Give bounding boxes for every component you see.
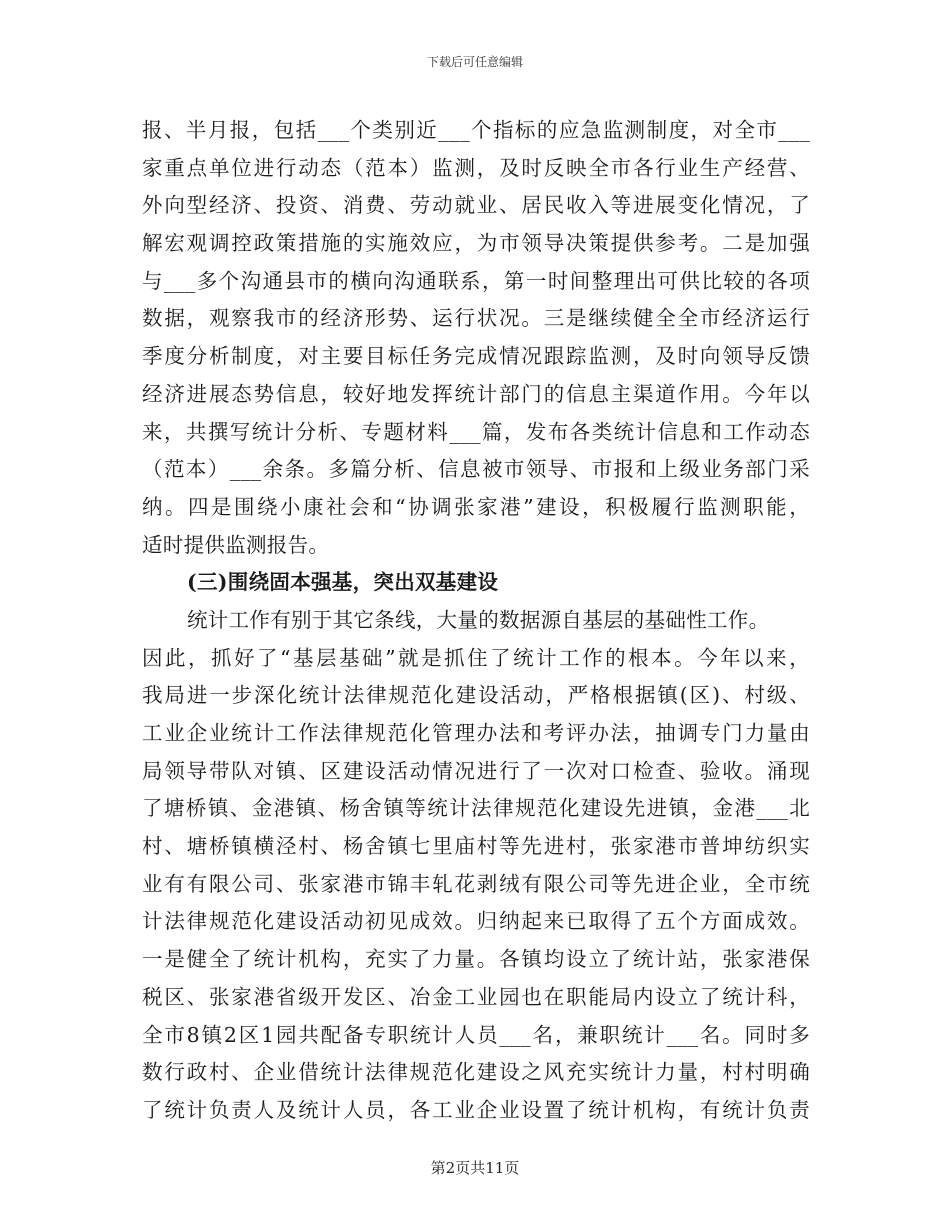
paragraph-line: 与___多个沟通县市的横向沟通联系，第一时间整理出可供比较的各项 — [142, 268, 810, 293]
paragraph-line: 数行政村、企业借统计法律规范化建设之风充实统计力量，村村明确 — [142, 1060, 810, 1085]
paragraph-line: 我局进一步深化统计法律规范化建设活动，严格根据镇(区)、村级、 — [142, 683, 810, 708]
page-footer: 第2页共11页 — [430, 1159, 520, 1177]
section-heading: (三)围绕固本强基，突出双基建设 — [187, 570, 499, 595]
paragraph-line: 季度分析制度，对主要目标任务完成情况跟踪监测，及时向领导反馈 — [142, 344, 810, 369]
paragraph-line: 了统计负责人及统计人员，各工业企业设置了统计机构，有统计负责 — [142, 1097, 810, 1122]
paragraph-line: 统计工作有别于其它条线，大量的数据源自基层的基础性工作。 — [187, 607, 770, 632]
paragraph-line: 数据，观察我市的经济形势、运行状况。三是继续健全全市经济运行 — [142, 306, 810, 331]
paragraph-line: 来，共撰写统计分析、专题材料___篇，发布各类统计信息和工作动态 — [142, 419, 810, 444]
paragraph-line: 适时提供监测报告。 — [142, 532, 330, 557]
document-body — [142, 112, 810, 1130]
paragraph-line: 了塘桥镇、金港镇、杨舍镇等统计法律规范化建设先进镇，金港___北 — [142, 796, 810, 821]
paragraph-line: 解宏观调控政策措施的实施效应，为市领导决策提供参考。二是加强 — [142, 231, 810, 256]
paragraph-line: 局领导带队对镇、区建设活动情况进行了一次对口检查、验收。涌现 — [142, 758, 810, 783]
paragraph-line: （范本）___余条。多篇分析、信息被市领导、市报和上级业务部门采 — [142, 457, 810, 482]
paragraph-line: 家重点单位进行动态（范本）监测，及时反映全市各行业生产经营、 — [142, 155, 810, 180]
paragraph-line: 外向型经济、投资、消费、劳动就业、居民收入等进展变化情况，了 — [142, 193, 810, 218]
paragraph-line: 计法律规范化建设活动初见成效。归纳起来已取得了五个方面成效。 — [142, 909, 810, 934]
paragraph-line: 税区、张家港省级开发区、冶金工业园也在职能局内设立了统计科， — [142, 984, 810, 1009]
paragraph-line: 一是健全了统计机构，充实了力量。各镇均设立了统计站，张家港保 — [142, 947, 810, 972]
page-header: 下载后可任意编辑 — [426, 55, 523, 69]
paragraph-line: 因此，抓好了“基层基础”就是抓住了统计工作的根本。今年以来， — [142, 645, 810, 670]
paragraph-line: 纳。四是围绕小康社会和“协调张家港”建设，积极履行监测职能， — [142, 494, 810, 519]
paragraph-line: 经济进展态势信息，较好地发挥统计部门的信息主渠道作用。今年以 — [142, 381, 810, 406]
paragraph-line: 全市8镇2区1园共配备专职统计人员___名，兼职统计___名。同时多 — [142, 1022, 810, 1047]
paragraph-line: 业有有限公司、张家港市锦丰轧花剥绒有限公司等先进企业，全市统 — [142, 871, 810, 896]
paragraph-line: 村、塘桥镇横泾村、杨舍镇七里庙村等先进村，张家港市普坤纺织实 — [142, 834, 810, 859]
paragraph-line: 报、半月报，包括___个类别近___个指标的应急监测制度，对全市___ — [142, 118, 810, 142]
paragraph-line: 工业企业统计工作法律规范化管理办法和考评办法，抽调专门力量由 — [142, 721, 810, 745]
